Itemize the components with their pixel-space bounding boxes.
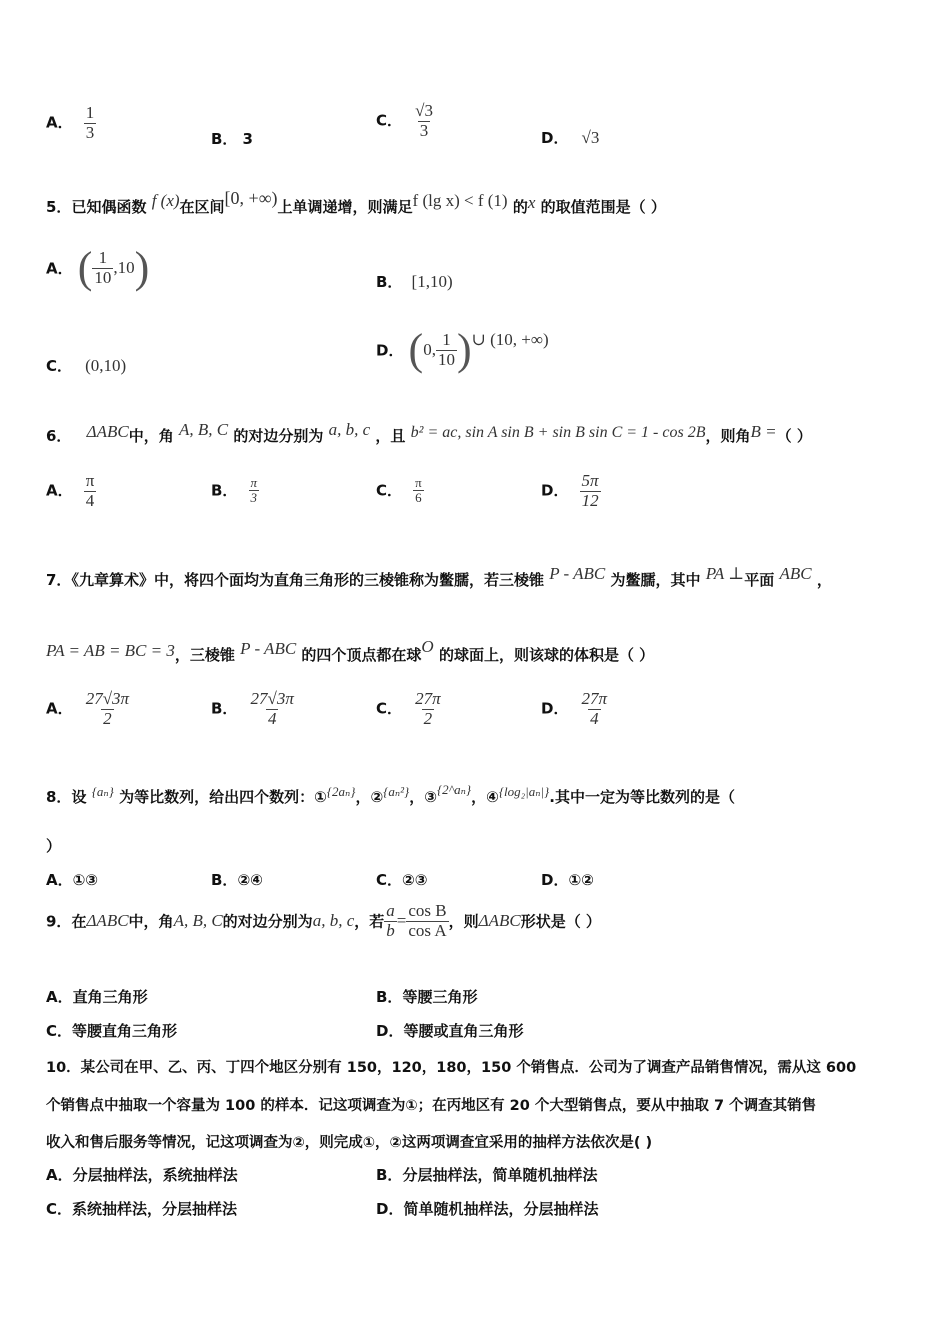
q4-option-a-fraction: $\frac{1}{3}$	[85, 103, 95, 142]
q9-fraction-cos: $\frac{\text{cos B}}{\text{cos A}}$	[408, 901, 447, 940]
q5-option-b: B． [1,10)	[376, 272, 453, 291]
q9-stem: 9．在ΔABC中，角A, B, C的对边分别为a, b, c，若 $\frac{a}{b}$ = $\frac{\text{cos B}}{\text{cos A}}$ ，则ΔABC形状是（ ）	[46, 901, 601, 940]
q6-option-b-fraction: $\frac{\pi}{3}$	[250, 475, 258, 506]
q7-option-a: A． $\frac{27√3\pi}{2}$	[46, 689, 130, 728]
q8-option-d: D．①②	[541, 871, 594, 889]
q7-option-d-fraction: $\frac{27\pi}{4}$	[581, 689, 608, 728]
q9-option-b: B．等腰三角形	[376, 988, 478, 1006]
q7-option-c: C． $\frac{27\pi}{2}$	[376, 689, 441, 728]
q8-stem: 8．设 {aₙ} 为等比数列，给出四个数列：①{2aₙ}，②{aₙ²}，③{2^aₙ}，④{log₂|aₙ|}.其中一定为等比数列的是（	[46, 782, 735, 806]
q5-stem: 5．已知偶函数 f (x)在区间[0, +∞)上单调递增，则满足f (lg x) < f (1) 的x 的取值范围是（ ）	[46, 188, 666, 216]
q6-option-d: D． $\frac{5\pi}{12}$	[541, 471, 599, 510]
q10-option-b: B．分层抽样法，简单随机抽样法	[376, 1166, 598, 1184]
q7-option-b-fraction: $\frac{27√3\pi}{4}$	[250, 689, 294, 728]
q10-stem-line1: 10．某公司在甲、乙、丙、丁四个地区分别有 150，120，180，150 个销售点．公司为了调查产品销售情况，需从这 600	[46, 1060, 857, 1076]
q6-option-a: A． $\frac{\pi}{4}$	[46, 471, 95, 510]
q7-stem-line1: 7．《九章算术》中，将四个面均为直角三角形的三棱锥称为鳖臑，若三棱锥 P - ABC 为鳖臑，其中 PA ⊥平面 ABC ，	[46, 564, 832, 589]
q4-option-c-fraction: $\frac{√3}{3}$	[415, 101, 433, 140]
q7-stem-line2: PA = AB = BC = 3，三棱锥 P - ABC 的四个顶点都在球O 的球面上，则该球的体积是（ ）	[46, 637, 655, 664]
q9-option-a: A．直角三角形	[46, 988, 148, 1006]
q6-option-c: C． $\frac{\pi}{6}$	[376, 475, 422, 506]
q7-option-a-fraction: $\frac{27√3\pi}{2}$	[85, 689, 130, 728]
q8-stem-end: ）	[46, 837, 62, 855]
q10-stem-line3: 收入和售后服务等情况，记这项调查为②，则完成①，②这两项调查宜采用的抽样方法依次是( )	[46, 1135, 653, 1151]
q4-option-a: A． $\frac{1}{3}$	[46, 103, 95, 142]
q8-option-b: B．②④	[211, 871, 263, 889]
q5-option-d-fraction: $\frac{1}{10}$	[437, 329, 455, 369]
q4-option-d: D． √3	[541, 128, 600, 147]
q8-option-c: C．②③	[376, 871, 428, 889]
q4-option-c: C． $\frac{√3}{3}$	[376, 101, 433, 140]
q5-option-c: C． (0,10)	[46, 356, 127, 375]
q6-option-c-fraction: $\frac{\pi}{6}$	[415, 475, 422, 506]
q10-option-c: C．系统抽样法，分层抽样法	[46, 1200, 238, 1218]
q10-option-a: A．分层抽样法，系统抽样法	[46, 1166, 238, 1184]
q9-option-d: D．等腰或直角三角形	[376, 1022, 524, 1040]
q6-option-b: B． $\frac{\pi}{3}$	[211, 475, 258, 506]
q6-option-d-fraction: $\frac{5\pi}{12}$	[581, 471, 599, 510]
q7-option-c-fraction: $\frac{27\pi}{2}$	[415, 689, 441, 728]
q6-option-a-fraction: $\frac{\pi}{4}$	[85, 471, 95, 510]
q5-option-d: D． (0, $\frac{1}{10}$ )∪ (10, +∞)	[376, 325, 549, 374]
q5-option-a: A． ( $\frac{1}{10}$ ,10)	[46, 243, 150, 292]
q4-option-b: B． 3	[211, 130, 253, 148]
q8-option-a: A．①③	[46, 871, 99, 889]
q5-option-a-fraction: $\frac{1}{10}$	[94, 247, 112, 287]
q9-option-c: C．等腰直角三角形	[46, 1022, 178, 1040]
q7-option-b: B． $\frac{27√3\pi}{4}$	[211, 689, 294, 728]
q6-stem: 6． ΔABC中，角 A, B, C 的对边分别为 a, b, c ，且 b² = ac, sin A sin B + sin B sin C = 1 - cos 2B，则角B =（ ）	[46, 420, 812, 445]
q10-stem-line2: 个销售点中抽取一个容量为 100 的样本．记这项调查为①；在丙地区有 20 个大型销售点，要从中抽取 7 个调查其销售	[46, 1098, 817, 1114]
q9-fraction-a-b: $\frac{a}{b}$	[386, 901, 395, 940]
q7-option-d: D． $\frac{27\pi}{4}$	[541, 689, 608, 728]
q10-option-d: D．简单随机抽样法，分层抽样法	[376, 1200, 599, 1218]
